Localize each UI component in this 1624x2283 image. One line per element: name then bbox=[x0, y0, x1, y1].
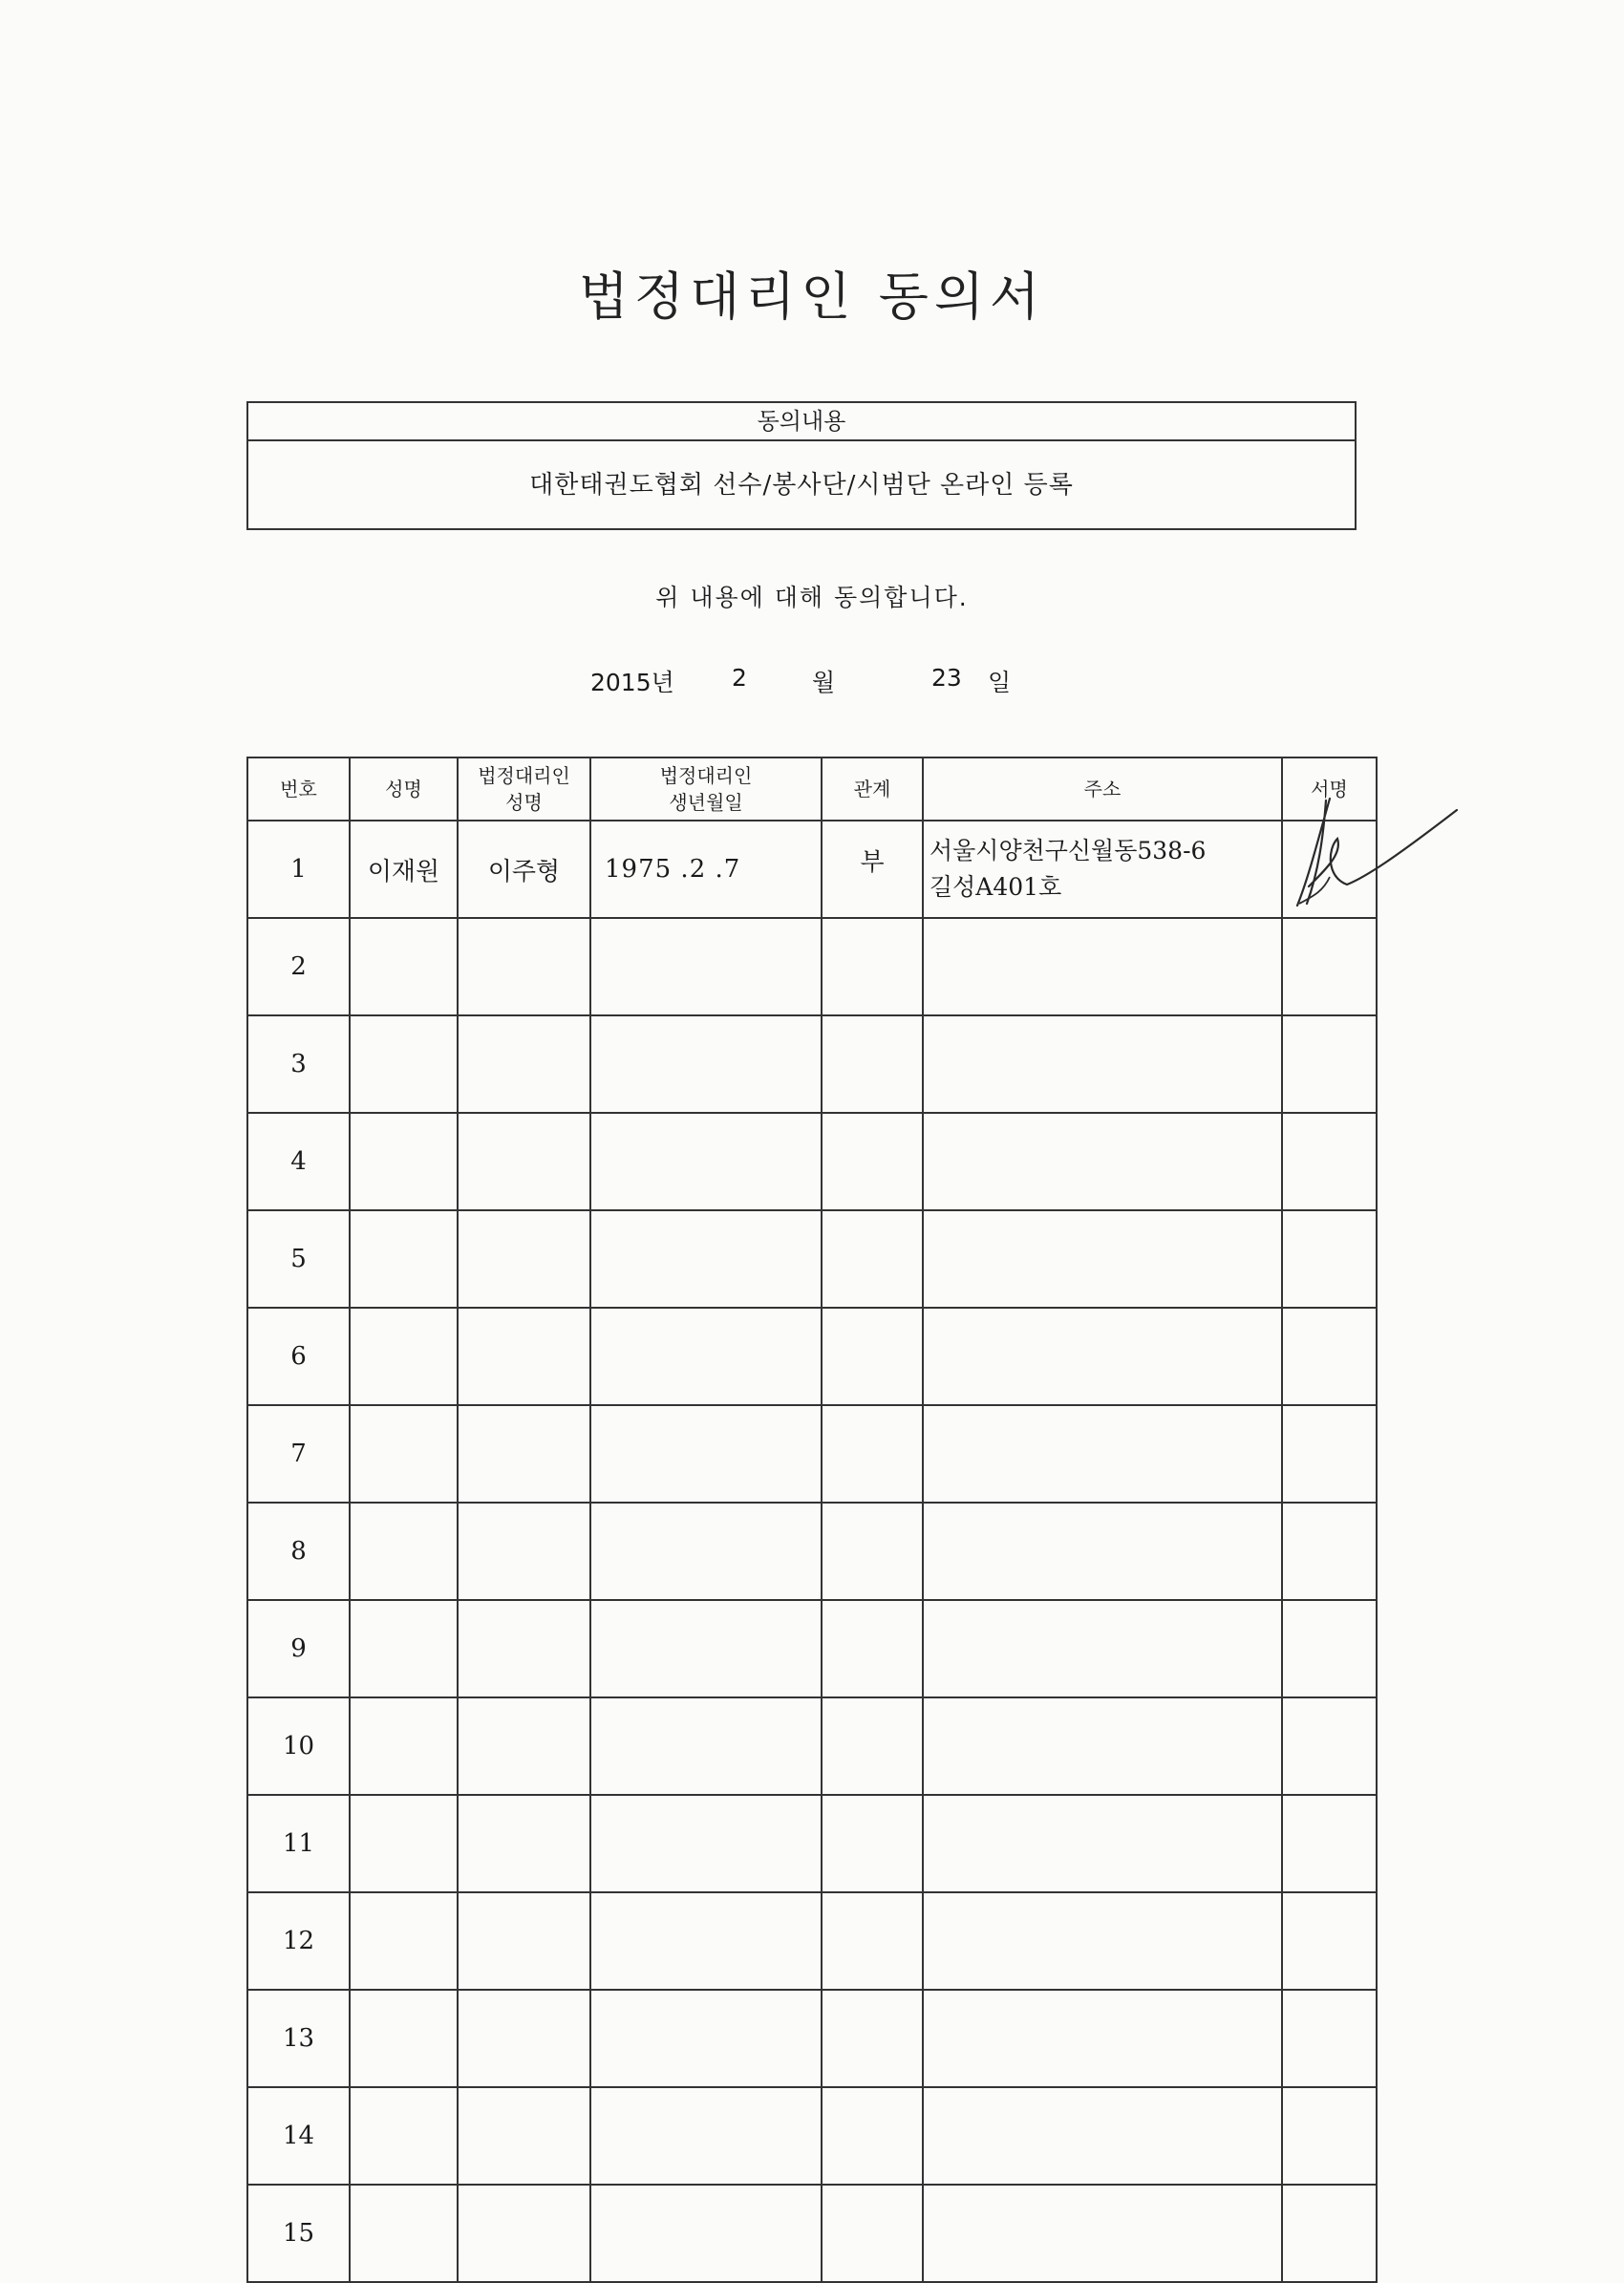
cell-number: 15 bbox=[247, 2185, 350, 2282]
cell-guardian-birth bbox=[590, 1113, 822, 1210]
cell-signature bbox=[1282, 1015, 1377, 1113]
header-guardian-birth: 법정대리인 생년월일 bbox=[590, 757, 822, 821]
cell-address bbox=[923, 1892, 1282, 1990]
header-number: 번호 bbox=[247, 757, 350, 821]
header-signature: 서명 bbox=[1282, 757, 1377, 821]
cell-relation bbox=[822, 1990, 923, 2087]
cell-address bbox=[923, 1015, 1282, 1113]
cell-address bbox=[923, 918, 1282, 1015]
cell-guardian-birth bbox=[590, 1308, 822, 1405]
cell-name bbox=[350, 1892, 458, 1990]
cell-number: 1 bbox=[247, 821, 350, 918]
cell-name bbox=[350, 1015, 458, 1113]
table-row bbox=[247, 1308, 1377, 1405]
cell-name: 이재원 bbox=[350, 821, 458, 918]
table-row bbox=[247, 1210, 1377, 1308]
cell-guardian-name bbox=[458, 1697, 590, 1795]
cell-guardian-birth bbox=[590, 2087, 822, 2185]
cell-number: 6 bbox=[247, 1308, 350, 1405]
cell-number: 13 bbox=[247, 1990, 350, 2087]
cell-number: 3 bbox=[247, 1015, 350, 1113]
cell-name bbox=[350, 1795, 458, 1892]
table-row bbox=[247, 1990, 1377, 2087]
cell-relation bbox=[822, 1697, 923, 1795]
page-title: 법정대리인 동의서 bbox=[578, 267, 1046, 327]
cell-guardian-name bbox=[458, 918, 590, 1015]
cell-address bbox=[923, 2087, 1282, 2185]
guardian-roster-table bbox=[246, 757, 1378, 2283]
cell-guardian-name bbox=[458, 1990, 590, 2087]
cell-signature bbox=[1282, 2185, 1377, 2282]
cell-guardian-name bbox=[458, 2185, 590, 2282]
cell-name bbox=[350, 1308, 458, 1405]
cell-signature bbox=[1282, 1990, 1377, 2087]
cell-name bbox=[350, 2087, 458, 2185]
cell-guardian-birth bbox=[590, 1405, 822, 1503]
cell-guardian-name bbox=[458, 1015, 590, 1113]
cell-signature bbox=[1282, 1795, 1377, 1892]
cell-signature bbox=[1282, 1113, 1377, 1210]
table-row bbox=[247, 1015, 1377, 1113]
cell-guardian-name bbox=[458, 1405, 590, 1503]
cell-name bbox=[350, 918, 458, 1015]
cell-guardian-name bbox=[458, 1503, 590, 1600]
cell-address bbox=[923, 1113, 1282, 1210]
cell-name bbox=[350, 1990, 458, 2087]
cell-relation bbox=[822, 1892, 923, 1990]
cell-number: 9 bbox=[247, 1600, 350, 1697]
cell-relation bbox=[822, 1795, 923, 1892]
cell-address bbox=[923, 1308, 1282, 1405]
cell-relation bbox=[822, 918, 923, 1015]
cell-guardian-name bbox=[458, 1795, 590, 1892]
date-year: 2015년 bbox=[590, 669, 674, 696]
cell-signature bbox=[1282, 1308, 1377, 1405]
table-row bbox=[247, 1795, 1377, 1892]
cell-relation bbox=[822, 2185, 923, 2282]
date-day-value: 23 bbox=[931, 664, 962, 692]
cell-signature bbox=[1282, 918, 1377, 1015]
cell-guardian-name bbox=[458, 1892, 590, 1990]
cell-guardian-name bbox=[458, 1113, 590, 1210]
cell-name bbox=[350, 1697, 458, 1795]
cell-relation bbox=[822, 1113, 923, 1210]
cell-relation bbox=[822, 1600, 923, 1697]
cell-relation bbox=[822, 1015, 923, 1113]
cell-address bbox=[923, 1600, 1282, 1697]
cell-guardian-birth bbox=[590, 2185, 822, 2282]
cell-guardian-birth bbox=[590, 918, 822, 1015]
cell-number: 12 bbox=[247, 1892, 350, 1990]
date-line bbox=[0, 664, 1624, 698]
cell-signature bbox=[1282, 1600, 1377, 1697]
consent-header: 동의내용 bbox=[248, 403, 1355, 441]
table-row bbox=[247, 918, 1377, 1015]
cell-guardian-name bbox=[458, 1210, 590, 1308]
header-guardian-name: 법정대리인 성명 bbox=[458, 757, 590, 821]
cell-guardian-name bbox=[458, 1308, 590, 1405]
cell-guardian-birth bbox=[590, 1892, 822, 1990]
cell-address bbox=[923, 1795, 1282, 1892]
table-row bbox=[247, 1405, 1377, 1503]
agree-statement: 위 내용에 대해 동의합니다. bbox=[655, 584, 969, 611]
date-month-value: 2 bbox=[732, 664, 747, 692]
cell-signature bbox=[1282, 2087, 1377, 2185]
date-day-unit: 일 bbox=[988, 669, 1012, 696]
table-row bbox=[247, 2087, 1377, 2185]
cell-number: 10 bbox=[247, 1697, 350, 1795]
cell-relation bbox=[822, 1503, 923, 1600]
cell-number: 8 bbox=[247, 1503, 350, 1600]
cell-number: 7 bbox=[247, 1405, 350, 1503]
cell-address bbox=[923, 1697, 1282, 1795]
consent-body: 대한태권도협회 선수/봉사단/시범단 온라인 등록 bbox=[529, 471, 1074, 500]
cell-address bbox=[923, 1503, 1282, 1600]
cell-signature bbox=[1282, 1697, 1377, 1795]
table-row bbox=[247, 1697, 1377, 1795]
cell-relation: 부 bbox=[822, 821, 923, 918]
cell-signature bbox=[1282, 821, 1377, 918]
cell-name bbox=[350, 1210, 458, 1308]
cell-address: 서울시양천구신월동538-6 길성A401호 bbox=[923, 821, 1282, 918]
cell-guardian-birth bbox=[590, 1015, 822, 1113]
cell-guardian-name: 이주형 bbox=[458, 821, 590, 918]
cell-name bbox=[350, 1503, 458, 1600]
cell-number: 2 bbox=[247, 918, 350, 1015]
cell-relation bbox=[822, 1210, 923, 1308]
cell-address bbox=[923, 2185, 1282, 2282]
cell-guardian-birth bbox=[590, 1990, 822, 2087]
table-row bbox=[247, 1503, 1377, 1600]
header-relation: 관계 bbox=[822, 757, 923, 821]
cell-signature bbox=[1282, 1405, 1377, 1503]
cell-name bbox=[350, 1405, 458, 1503]
header-address: 주소 bbox=[923, 757, 1282, 821]
cell-guardian-birth bbox=[590, 1600, 822, 1697]
cell-guardian-birth: 1975 .2 .7 bbox=[590, 821, 822, 918]
cell-guardian-name bbox=[458, 1600, 590, 1697]
table-header-row bbox=[247, 757, 1377, 821]
cell-guardian-birth bbox=[590, 1210, 822, 1308]
cell-guardian-birth bbox=[590, 1697, 822, 1795]
table-row bbox=[247, 1113, 1377, 1210]
cell-name bbox=[350, 1113, 458, 1210]
table-row bbox=[247, 1892, 1377, 1990]
cell-address bbox=[923, 1405, 1282, 1503]
cell-signature bbox=[1282, 1892, 1377, 1990]
cell-name bbox=[350, 2185, 458, 2282]
cell-number: 4 bbox=[247, 1113, 350, 1210]
cell-number: 14 bbox=[247, 2087, 350, 2185]
cell-address bbox=[923, 1990, 1282, 2087]
cell-signature bbox=[1282, 1210, 1377, 1308]
table-row bbox=[247, 2185, 1377, 2282]
consent-box bbox=[246, 401, 1357, 530]
cell-number: 5 bbox=[247, 1210, 350, 1308]
cell-number: 11 bbox=[247, 1795, 350, 1892]
header-name: 성명 bbox=[350, 757, 458, 821]
cell-relation bbox=[822, 2087, 923, 2185]
cell-guardian-birth bbox=[590, 1503, 822, 1600]
cell-relation bbox=[822, 1308, 923, 1405]
cell-guardian-name bbox=[458, 2087, 590, 2185]
cell-address bbox=[923, 1210, 1282, 1308]
cell-name bbox=[350, 1600, 458, 1697]
table-row bbox=[247, 821, 1377, 918]
cell-signature bbox=[1282, 1503, 1377, 1600]
table-row bbox=[247, 1600, 1377, 1697]
date-month-unit: 월 bbox=[812, 669, 836, 696]
cell-relation bbox=[822, 1405, 923, 1503]
cell-guardian-birth bbox=[590, 1795, 822, 1892]
